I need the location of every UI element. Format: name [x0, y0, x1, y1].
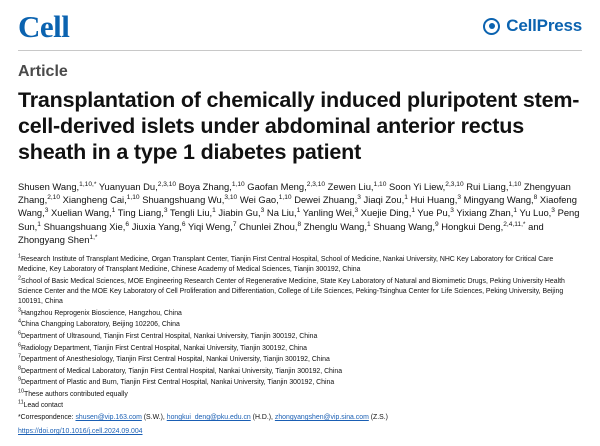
affiliation-item: $^1$Research Institute of Transplant Medicine, Organ Transplant Center, Tianjin First Central Hospital, School of Medicine, Nankai University, NHC Key Laboratory for Critical Care Medicine, Key Laboratory of Transplant Medicine, Chinese Academy of Medical Sciences, Tianjin 300192, China [18, 254, 554, 274]
doi-link[interactable]: https://doi.org/10.1016/j.cell.2024.09.004 [18, 428, 143, 436]
correspondence: *Correspondence: shusen@vip.163.com (S.W.), hongkui_deng@pku.edu.cn (H.D.), zhongyangshen@vip.sina.com (Z.S.) [18, 413, 388, 421]
affiliation-item: $^6$Department of Ultrasound, Tianjin First Central Hospital, Nankai University, Tianjin 300192, China [18, 330, 318, 340]
cellpress-wordmark: CellPress [506, 16, 582, 35]
article-type-label: Article [18, 63, 68, 80]
masthead [18, 0, 582, 44]
affiliation-item: $^4$China Changping Laboratory, Beijing 102206, China [18, 319, 180, 329]
affiliation-item: $^2$School of Basic Medical Sciences, MOE Engineering Research Center of Regenerative Medicine, State Key Laboratory of Natural and Biomimetic Drugs, Peking University Health Science Center and the MOE Key Laboratory of Cell Proliferation and Differentiation, College of Life Sciences, Peking-Tsinghua Center for Life Sciences, Peking University, Beijing 100191, China [18, 275, 565, 306]
affiliation-item: $^8$Department of Medical Laboratory, Tianjin First Central Hospital, Nankai University, Tianjin 300192, China [18, 365, 343, 375]
affiliation-item: $^3$Hangzhou Reprogenix Bioscience, Hangzhou, China [18, 307, 182, 317]
affiliation-item: $^{11}$Lead contact [18, 400, 64, 410]
affiliation-item: $^6$Radiology Department, Tianjin First Central Hospital, Nankai University, Tianjin 300192, China [18, 342, 307, 352]
affiliation-item: $^9$Department of Plastic and Burn, Tianjin First Central Hospital, Nankai University, Tianjin 300192, China [18, 376, 335, 387]
journal-logo[interactable]: Cell [18, 8, 70, 44]
cellpress-logo[interactable] [483, 16, 582, 36]
affiliation-item: $^{10}$These authors contributed equally [18, 388, 128, 398]
page-title: Transplantation of chemically induced pluripotent stem-cell-derived islets under abdominal anterior rectus sheath in a type 1 diabetes patient [18, 88, 580, 165]
affiliation-list [18, 255, 582, 437]
author-list: Shusen Wang,$^{1,10,*}$ Yuanyuan Du,$^{2,3,10}$ Boya Zhang,$^{1,10}$ Gaofan Meng,$^{2,3,10}$ Zewen Liu,$^{1,10}$ Soon Yi Liew,$^{2,3,10}$ Rui Liang,$^{1,10}$ Zhengyuan Zhang,$^{2,10}$ Xiangheng Cai,$^{1,10}$ Shuangshuang Wu,$^{3,10}$ Wei Gao,$^{1,10}$ Dewei Zhuang,$^3$ Jiaqi Zou,$^1$ Hui Huang,$^3$ Mingyang Wang,$^8$ Xiaofeng Wang,$^3$ Xuelian Wang,$^1$ Ting Liang,$^3$ Tengli Liu,$^1$ Jiabin Gu,$^3$ Na Liu,$^1$ Yanling Wei,$^3$ Xuejie Ding,$^1$ Yue Pu,$^3$ Yixiang Zhan,$^1$ Yu Luo,$^3$ Peng Sun,$^1$ Shuangshuang Xie,$^6$ Jiuxia Yang,$^6$ Yiqi Weng,$^7$ Chunlei Zhou,$^8$ Zhenglu Wang,$^1$ Shuang Wang,$^9$ Hongkui Deng,$^{2,4,11,*}$ and Zhongyang Shen$^{1,*}$ [18, 180, 580, 246]
masthead-divider [18, 50, 582, 51]
affiliations [18, 255, 582, 411]
cellpress-circle-icon [483, 18, 500, 35]
affiliation-item: $^7$Department of Anesthesiology, Tianjin First Central Hospital, Nankai University, Tianjin 300192, China [18, 353, 330, 364]
